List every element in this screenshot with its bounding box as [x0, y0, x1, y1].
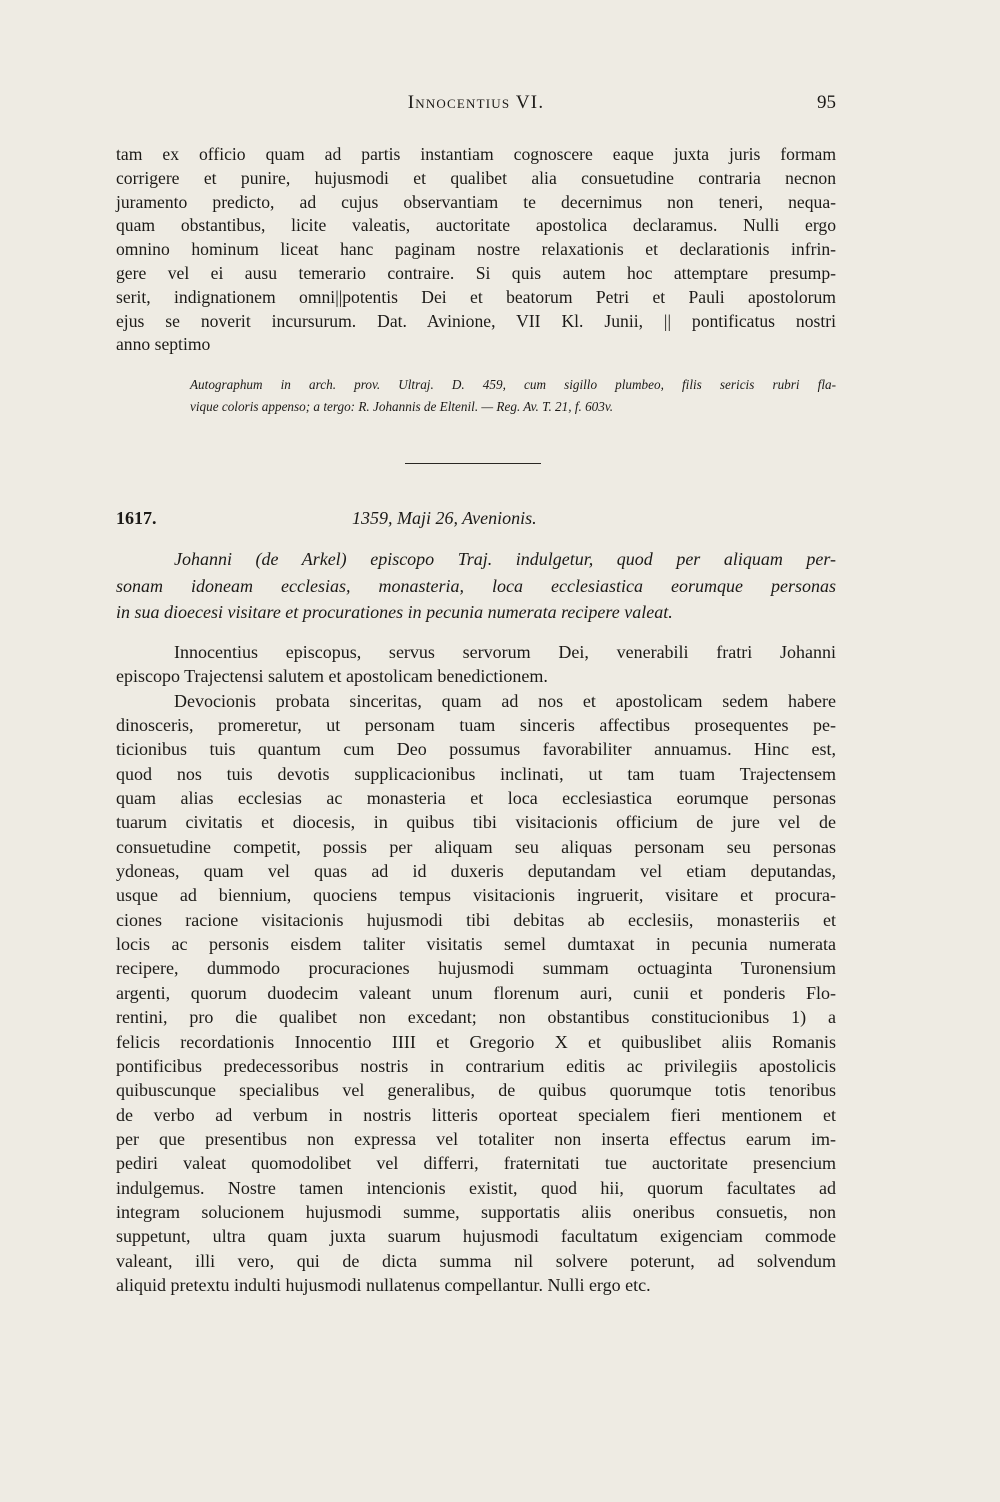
text-line: omnino hominum liceat hanc paginam nostre relaxationis et declarationis infrin- — [116, 239, 836, 260]
text-line: tam ex officio quam ad partis instantiam cognoscere eaque juxta juris formam — [116, 144, 836, 164]
summary-line: sonam idoneam ecclesias, monasteria, loca ecclesiastica eorumque personas — [116, 575, 836, 596]
body-line: Devocionis probata sinceritas, quam ad nos et apostolicam sedem habere — [174, 690, 836, 711]
summary-line: Johanni (de Arkel) episcopo Traj. indulgetur, quod per aliquam per- — [174, 549, 836, 569]
body-line: valeant, illi vero, qui de dicta summa nil solvere poterunt, ad solvendum — [116, 1250, 836, 1271]
body-line: aliquid pretextu indulti hujusmodi nullatenus compellantur. Nulli ergo etc. — [116, 1274, 651, 1295]
body-line: per que presentibus non expressa vel totaliter non inserta effectus earum im- — [116, 1128, 836, 1149]
page-number: 95 — [817, 92, 836, 113]
body-line: felicis recordationis Innocentio IIII et Gregorio X et quibuslibet aliis Romanis — [116, 1031, 836, 1052]
text-line: ejus se noverit incursurum. Dat. Avinione, VII Kl. Junii, || pontificatus nostri — [116, 310, 836, 331]
body-line: ciones racione visitacionis hujusmodi tibi debitas ab ecclesiis, monasteriis et — [116, 909, 836, 930]
body-line: pontificibus predecessoribus nostris in contrarium editis ac privilegiis apostolicis — [116, 1055, 836, 1076]
body-line: usque ad biennium, quociens tempus visitacionis ingruerit, visitare et procura- — [116, 885, 836, 906]
continued-text — [116, 143, 836, 357]
body-line: tuarum civitatis et diocesis, in quibus tibi visitacionis officium de jure vel de — [116, 812, 836, 833]
body-line: rentini, pro die qualibet non excedant; non obstantibus constitucionibus 1) a — [116, 1007, 836, 1028]
body-line: consuetudine competit, possis per aliquam seu aliquas personam seu personas — [116, 836, 836, 857]
summary-line: in sua dioecesi visitare et procurationes in pecunia numerata recipere valeat. — [116, 602, 673, 622]
body-line: argenti, quorum duodecim valeant unum florenum auri, cunii et ponderis Flo- — [116, 982, 836, 1003]
section-divider — [405, 463, 541, 464]
entry-number: 1617. — [116, 508, 157, 528]
page-header — [116, 92, 836, 118]
note-line: vique coloris appenso; a tergo: R. Johannis de Eltenil. — Reg. Av. T. 21, f. 603v. — [190, 399, 614, 414]
body-line: dinosceris, promeretur, ut personam tuam sinceris affectibus prosequentes pe- — [116, 715, 836, 736]
text-line: quam obstantibus, licite valeatis, auctoritate apostolica declaramus. Nulli ergo — [116, 215, 836, 236]
body-line: locis ac personis eisdem taliter visitatis semel dumtaxat in pecunia numerata — [116, 934, 836, 955]
entry-summary — [116, 546, 836, 626]
text-line: corrigere et punire, hujusmodi et qualibet alia consuetudine contraria necnon — [116, 167, 836, 188]
body-line: suppetunt, ultra quam juxta suarum hujusmodi facultatum exigenciam commode — [116, 1226, 836, 1247]
note-line: Autographum in arch. prov. Ultraj. D. 459, cum sigillo plumbeo, filis sericis rubri fla- — [190, 377, 836, 392]
body-line: ydoneas, quam vel quas ad id duxeris deputandam vel etiam deputandas, — [116, 861, 836, 882]
text-line: gere vel ei ausu temerario contraire. Si quis autem hoc attemptare presump- — [116, 262, 836, 283]
body-line: pediri valeat quomodolibet vel differri, fraternitati tue auctoritate presencium — [116, 1153, 836, 1174]
body-line: integram solucionem hujusmodi summe, supportatis aliis oneribus consuetis, non — [116, 1201, 836, 1222]
archival-notes — [190, 374, 836, 418]
document-text — [116, 640, 836, 1297]
text-line: juramento predicto, ad cujus observantiam te decernimus non teneri, nequa- — [116, 191, 836, 212]
entry-heading — [116, 508, 836, 536]
text-line: anno septimo — [116, 334, 211, 355]
body-line: indulgemus. Nostre tamen intencionis existit, quod hii, quorum facultates ad — [116, 1177, 836, 1198]
body-line: recipere, dummodo procuraciones hujusmodi summam octuaginta Turonensium — [116, 958, 836, 979]
body-line: de verbo ad verbum in nostris litteris oporteat specialem fieri mentionem et — [116, 1104, 836, 1125]
entry-date: 1359, Maji 26, Avenionis. — [352, 508, 537, 528]
address-line: episcopo Trajectensi salutem et apostolicam benedictionem. — [116, 666, 548, 687]
body-line: quod nos tuis devotis supplicacionibus inclinati, ut tam tuam Trajectensem — [116, 763, 836, 784]
text-line: serit, indignationem omni||potentis Dei et beatorum Petri et Pauli apostolorum — [116, 286, 836, 307]
running-title: Innocentius VI. — [407, 92, 545, 113]
body-line: ticionibus tuis quantum cum Deo possumus favorabiliter annuamus. Hinc est, — [116, 739, 836, 760]
address-line: Innocentius episcopus, servus servorum Dei, venerabili fratri Johanni — [174, 642, 836, 662]
body-line: quam alias ecclesias ac monasteria et loca ecclesiastica eorumque personas — [116, 788, 836, 809]
body-line: quibuscunque specialibus vel generalibus, de quibus quorumque totis tenoribus — [116, 1080, 836, 1101]
